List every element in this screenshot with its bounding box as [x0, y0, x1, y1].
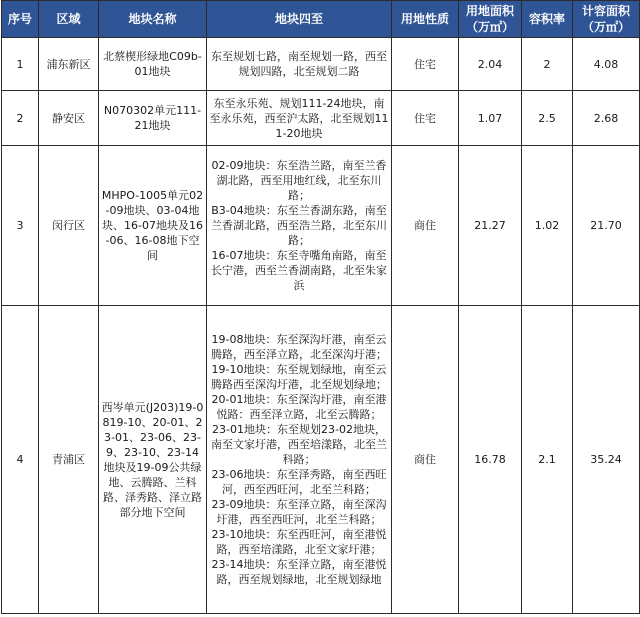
table-row: [2, 38, 640, 91]
cell-use: 住宅: [392, 91, 459, 146]
cell-use: 商住: [392, 146, 459, 306]
header-district: 区域: [39, 1, 99, 38]
cell-district: 浦东新区: [39, 38, 99, 91]
header-bounds: 地块四至: [207, 1, 392, 38]
cell-district: 青浦区: [39, 306, 99, 614]
table-row: [2, 306, 640, 614]
land-parcel-table: [1, 0, 640, 614]
header-area: 用地面积（万㎡）: [459, 1, 522, 38]
cell-area: 2.04: [459, 38, 522, 91]
cell-use: 住宅: [392, 38, 459, 91]
cell-parcel: MHPO-1005单元02-09地块、03-04地块、16-07地块及16-06、16-08地下空间: [99, 146, 207, 306]
table-header-row: [2, 1, 640, 38]
cell-no: 2: [2, 91, 39, 146]
cell-bounds: [207, 146, 392, 306]
cell-district: 闵行区: [39, 146, 99, 306]
bounds-line: 16-07地块：东至寺嘴角南路，南至长宁港，西至兰香湖南路，北至朱家浜: [211, 249, 387, 292]
bounds-line: 东至规划七路，南至规划一路，西至规划四路，北至规划二路: [211, 50, 387, 78]
cell-district: 静安区: [39, 91, 99, 146]
cell-bounds: [207, 38, 392, 91]
cell-gfa: 4.08: [573, 38, 640, 91]
table-row: [2, 91, 640, 146]
cell-area: 1.07: [459, 91, 522, 146]
header-use: 用地性质: [392, 1, 459, 38]
cell-no: 1: [2, 38, 39, 91]
bounds-line: 23-06地块：东至泽秀路，南至西旺河，西至西旺河，北至兰科路；: [211, 468, 387, 496]
cell-no: 4: [2, 306, 39, 614]
cell-far: 2.1: [522, 306, 573, 614]
bounds-line: 20-01地块：东至深沟圩港，南至港悦路：西至泽立路，北至云腾路；: [211, 393, 387, 421]
cell-gfa: 35.24: [573, 306, 640, 614]
header-parcel: 地块名称: [99, 1, 207, 38]
bounds-line: 23-01地块：东至规划23-02地块，南至文家圩港，西至培漾路，北至兰科路；: [211, 423, 387, 466]
cell-gfa: 21.70: [573, 146, 640, 306]
bounds-line: 23-09地块：东至泽立路，南至深沟圩港，西至西旺河，北至兰科路；: [211, 498, 387, 526]
cell-far: 2.5: [522, 91, 573, 146]
cell-area: 21.27: [459, 146, 522, 306]
bounds-line: 东至永乐苑、规划111-24地块，南至永乐苑，西至沪太路，北至规划111-20地块: [209, 96, 389, 140]
bounds-line: 23-14地块：东至泽立路，南至港悦路，西至规划绿地，北至规划绿地: [211, 558, 387, 586]
cell-far: 2: [522, 38, 573, 91]
table-row: [2, 146, 640, 306]
header-no: 序号: [2, 1, 39, 38]
bounds-line: 19-10地块：东至规划绿地，南至云腾路西至深沟圩港，北至规划绿地；: [211, 363, 387, 391]
cell-bounds: [207, 91, 392, 146]
header-far: 容积率: [522, 1, 573, 38]
cell-no: 3: [2, 146, 39, 306]
cell-parcel: 西岑单元(J203)19-0819-10、20-01、23-01、23-06、23-9、23-10、23-14地块及19-09公共绿地、云腾路、兰科路、泽秀路、泽立路部分地下空间: [99, 306, 207, 614]
cell-bounds: [207, 306, 392, 614]
cell-parcel: 北蔡楔形绿地C09b-01地块: [99, 38, 207, 91]
bounds-line: 19-08地块：东至深沟圩港，南至云腾路，西至泽立路，北至深沟圩港；: [211, 333, 387, 361]
bounds-line: 23-10地块：东至西旺河，南至港悦路，西至培漾路，北至文家圩港；: [211, 528, 387, 556]
cell-far: 1.02: [522, 146, 573, 306]
cell-use: 商住: [392, 306, 459, 614]
cell-parcel: N070302单元111-21地块: [99, 91, 207, 146]
bounds-line: 02-09地块：东至浩兰路，南至兰香湖北路，西至用地红线，北至东川路；: [211, 159, 387, 202]
cell-area: 16.78: [459, 306, 522, 614]
cell-gfa: 2.68: [573, 91, 640, 146]
header-gfa: 计容面积（万㎡）: [573, 1, 640, 38]
bounds-line: B3-04地块：东至兰香湖东路，南至兰香湖北路，西至浩兰路，北至东川路；: [211, 204, 387, 247]
